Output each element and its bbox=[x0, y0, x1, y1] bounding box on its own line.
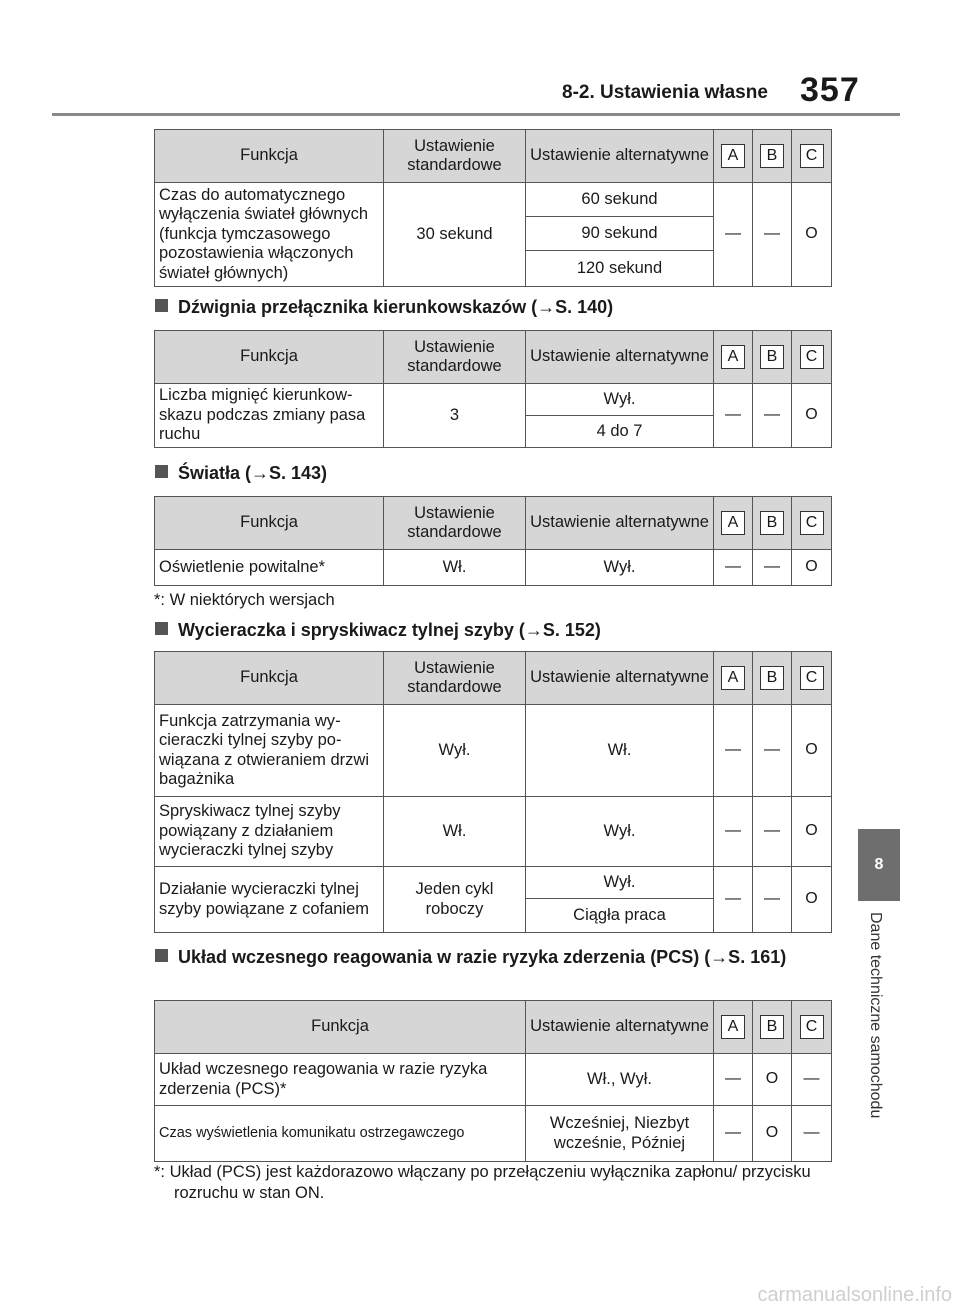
dash-b: — bbox=[753, 797, 792, 867]
alt-cell: Wył. bbox=[526, 797, 714, 867]
col-b-label: B bbox=[760, 1015, 784, 1039]
col-funkcja: Funkcja bbox=[155, 331, 384, 384]
dash-a: — bbox=[714, 867, 753, 933]
header-divider bbox=[52, 113, 900, 116]
dash-a: — bbox=[714, 550, 753, 586]
table-headlight-timer bbox=[154, 129, 832, 287]
col-alt: Ustawienie alternatywne bbox=[526, 497, 714, 550]
circle-c: O bbox=[792, 384, 832, 448]
dash-a: — bbox=[714, 384, 753, 448]
col-c-label: C bbox=[800, 1015, 824, 1039]
bullet-square-icon bbox=[155, 949, 168, 962]
circle-b: O bbox=[753, 1054, 792, 1106]
watermark: carmanualsonline.info bbox=[757, 1284, 952, 1306]
col-funkcja: Funkcja bbox=[155, 1001, 526, 1054]
func-cell: Czas wyświetlenia komunikatu ostrzegawczego bbox=[155, 1106, 526, 1162]
col-b-label: B bbox=[760, 345, 784, 369]
page-number: 357 bbox=[800, 71, 860, 109]
std-cell: 3 bbox=[384, 384, 526, 448]
func-cell: Liczba mignięć kierunkowskazu podczas zmiany pasa ruchu bbox=[155, 384, 384, 448]
col-a-label: A bbox=[721, 144, 745, 168]
col-funkcja: Funkcja bbox=[155, 130, 384, 183]
table-lights bbox=[154, 496, 832, 586]
bullet-square-icon bbox=[155, 622, 168, 635]
table-pcs bbox=[154, 1000, 832, 1162]
dash-a: — bbox=[714, 1054, 753, 1106]
col-a-label: A bbox=[721, 666, 745, 690]
alt-cell: Wył. bbox=[526, 550, 714, 586]
alt-cell: 4 do 7 bbox=[526, 416, 714, 448]
dash-b: — bbox=[753, 550, 792, 586]
std-cell: Wł. bbox=[384, 797, 526, 867]
dash-a: — bbox=[714, 705, 753, 797]
std-cell: 30 sekund bbox=[384, 183, 526, 287]
func-cell: Oświetlenie powitalne* bbox=[155, 550, 384, 586]
alt-cell: 120 sekund bbox=[526, 251, 714, 287]
table-rear-wiper bbox=[154, 651, 832, 933]
footnote-pcs: *: Układ (PCS) jest każdorazowo włączany po przełączeniu wyłącznika zapłonu/ przycisku rozruchu w stan ON. bbox=[154, 1163, 811, 1202]
func-cell: Działanie wycieraczki tylnej szyby powiązane z cofaniem bbox=[155, 867, 384, 933]
alt-cell: Wł., Wył. bbox=[526, 1054, 714, 1106]
std-cell: Jeden cykl roboczy bbox=[384, 867, 526, 933]
circle-c: O bbox=[792, 797, 832, 867]
col-a-label: A bbox=[721, 1015, 745, 1039]
dash-b: — bbox=[753, 867, 792, 933]
alt-cell: 90 sekund bbox=[526, 217, 714, 251]
col-alt: Ustawienie alternatywne bbox=[526, 331, 714, 384]
section-heading-rear-wiper: Wycieraczka i spryskiwacz tylnej szyby (→S. 152) bbox=[155, 620, 601, 641]
alt-cell: Wył. bbox=[526, 384, 714, 416]
dash-a: — bbox=[714, 797, 753, 867]
dash-b: — bbox=[753, 183, 792, 287]
table-turn-signal bbox=[154, 330, 832, 448]
col-std: Ustawienie standardowe bbox=[384, 652, 526, 705]
col-std: Ustawienie standardowe bbox=[384, 497, 526, 550]
col-std: Ustawienie standardowe bbox=[384, 331, 526, 384]
alt-cell: Ciągła praca bbox=[526, 899, 714, 933]
chapter-tab: 8 bbox=[858, 829, 900, 901]
section-heading-turn-signal: Dźwignia przełącznika kierunkowskazów (→S. 140) bbox=[155, 297, 613, 318]
col-a-label: A bbox=[721, 511, 745, 535]
dash-c: — bbox=[792, 1054, 832, 1106]
section-heading-pcs: Układ wczesnego reagowania w razie ryzyka zderzenia (PCS) (→S. 161) bbox=[155, 944, 795, 970]
col-c-label: C bbox=[800, 144, 824, 168]
col-c-label: C bbox=[800, 345, 824, 369]
bullet-square-icon bbox=[155, 299, 168, 312]
col-alt: Ustawienie alternatywne bbox=[526, 1001, 714, 1054]
footnote-some-versions: *: W niektórych wersjach bbox=[154, 591, 335, 609]
alt-cell: Wł. bbox=[526, 705, 714, 797]
alt-cell: Wcześniej, Niezbyt wcześnie, Później bbox=[526, 1106, 714, 1162]
col-a-label: A bbox=[721, 345, 745, 369]
col-alt: Ustawienie alternatywne bbox=[526, 652, 714, 705]
func-cell: Spryskiwacz tylnej szyby powiązany z działaniem wycieraczki tylnej szyby bbox=[155, 797, 384, 867]
col-std: Ustawienie standardowe bbox=[384, 130, 526, 183]
dash-a: — bbox=[714, 183, 753, 287]
dash-b: — bbox=[753, 705, 792, 797]
circle-b: O bbox=[753, 1106, 792, 1162]
func-cell: Funkcja zatrzymania wycieraczki tylnej szyby powiązana z otwieraniem drzwi bagażnika bbox=[155, 705, 384, 797]
bullet-square-icon bbox=[155, 465, 168, 478]
func-cell: Czas do automatycznego wyłączenia świateł głównych (funkcja tymczasowego pozostawienia włączonych świateł głównych) bbox=[155, 183, 384, 287]
std-cell: Wył. bbox=[384, 705, 526, 797]
col-c-label: C bbox=[800, 511, 824, 535]
col-b-label: B bbox=[760, 666, 784, 690]
circle-c: O bbox=[792, 705, 832, 797]
alt-cell: Wył. bbox=[526, 867, 714, 899]
col-c-label: C bbox=[800, 666, 824, 690]
std-cell: Wł. bbox=[384, 550, 526, 586]
dash-c: — bbox=[792, 1106, 832, 1162]
section-heading-lights: Światła (→S. 143) bbox=[155, 463, 327, 484]
dash-a: — bbox=[714, 1106, 753, 1162]
col-funkcja: Funkcja bbox=[155, 497, 384, 550]
circle-c: O bbox=[792, 183, 832, 287]
col-funkcja: Funkcja bbox=[155, 652, 384, 705]
alt-cell: 60 sekund bbox=[526, 183, 714, 217]
chapter-label: Dane techniczne samochodu bbox=[867, 912, 884, 1119]
col-alt: Ustawienie alternatywne bbox=[526, 130, 714, 183]
dash-b: — bbox=[753, 384, 792, 448]
col-b-label: B bbox=[760, 511, 784, 535]
section-header-title: 8-2. Ustawienia własne bbox=[562, 82, 768, 103]
col-b-label: B bbox=[760, 144, 784, 168]
func-cell: Układ wczesnego reagowania w razie ryzyka zderzenia (PCS)* bbox=[155, 1054, 526, 1106]
circle-c: O bbox=[792, 867, 832, 933]
circle-c: O bbox=[792, 550, 832, 586]
